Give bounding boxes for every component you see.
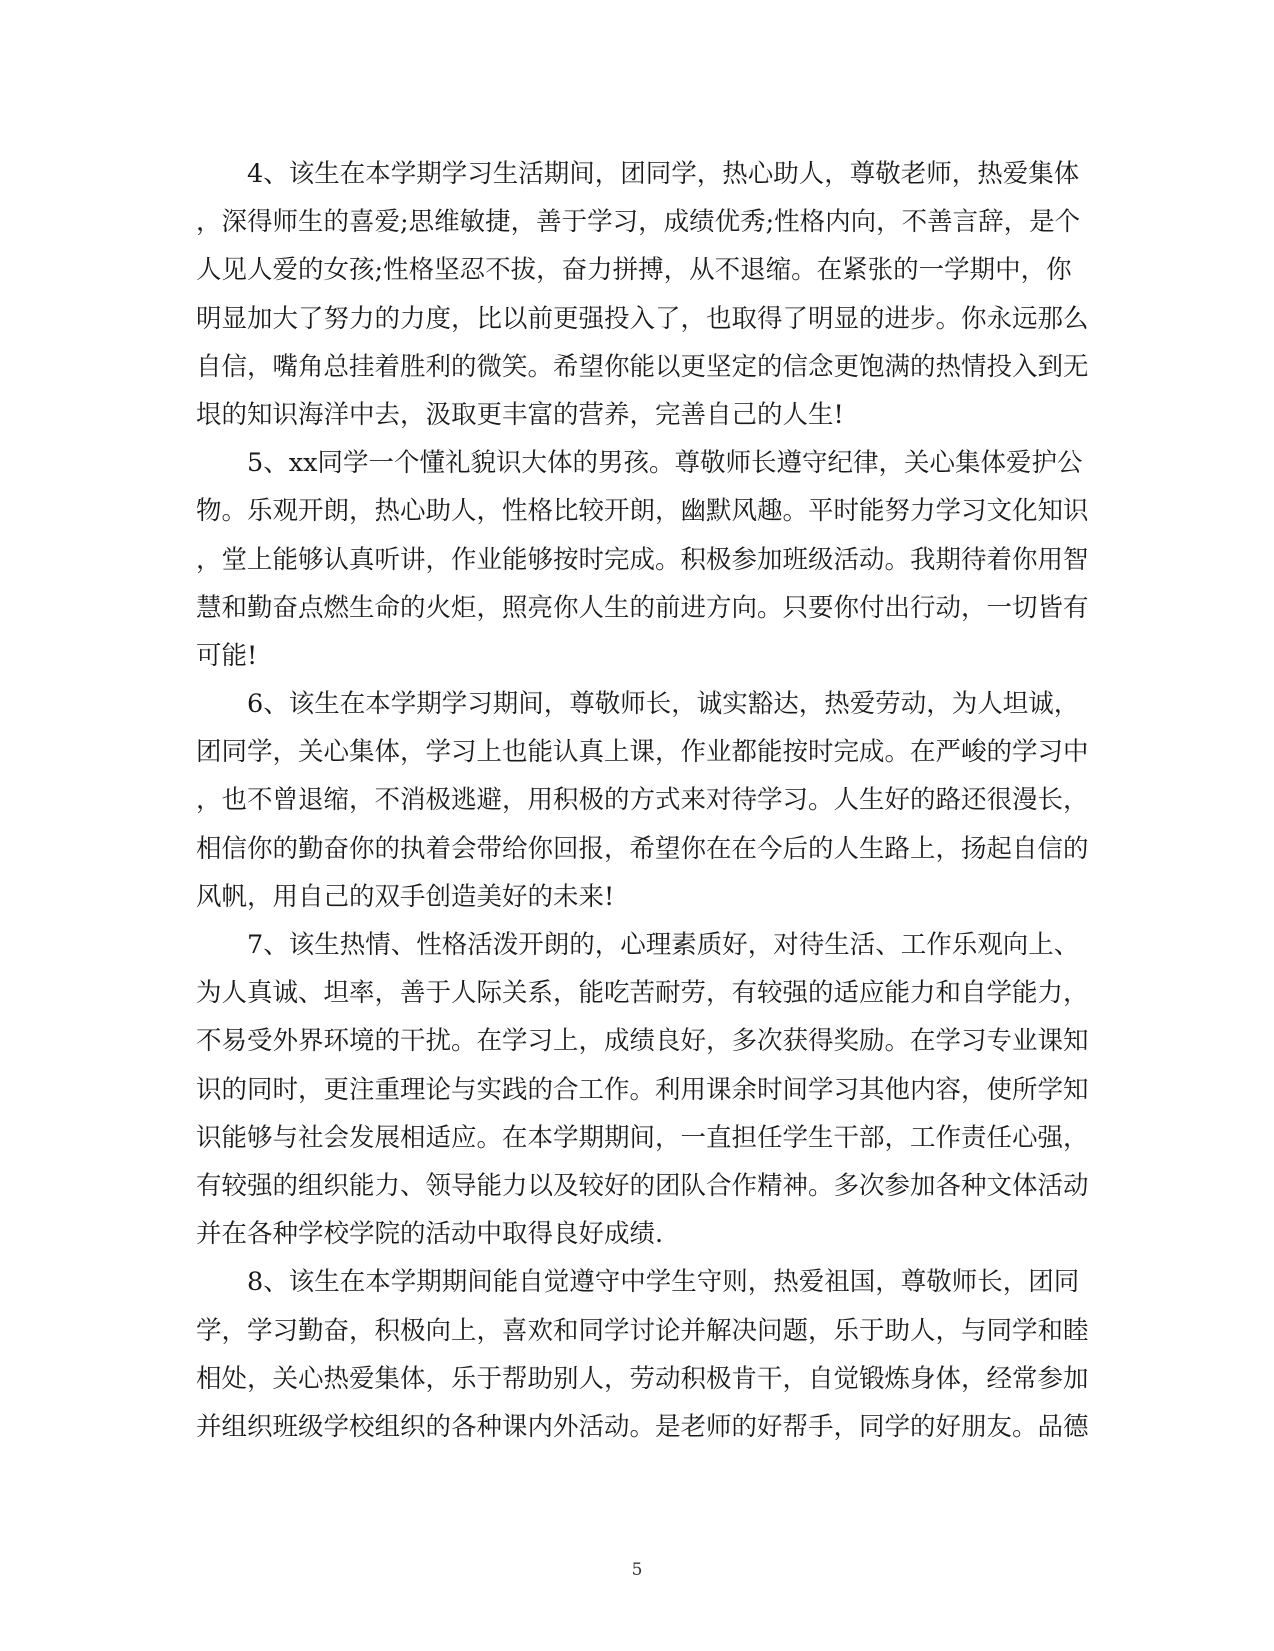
text-line: 自信，嘴角总挂着胜利的微笑。希望你能以更坚定的信念更饱满的热情投入到无 xyxy=(196,351,1089,382)
text-line: 风帆，用自己的双手创造美好的未来! xyxy=(196,881,615,912)
paragraph-4 xyxy=(196,150,1089,439)
text-line: 垠的知识海洋中去，汲取更丰富的营养，完善自己的人生! xyxy=(196,399,844,430)
text-line: 8、该生在本学期期间能自觉遵守中学生守则，热爱祖国，尊敬师长，团同 xyxy=(196,1267,1080,1298)
text-line: 并在各种学校学院的活动中取得良好成绩. xyxy=(196,1219,664,1250)
text-line: 有较强的组织能力、领导能力以及较好的团队合作精神。多次参加各种文体活动 xyxy=(196,1170,1089,1201)
text-line: 识的同时，更注重理论与实践的合工作。利用课余时间学习其他内容，使所学知 xyxy=(196,1074,1089,1105)
paragraph-8 xyxy=(196,1258,1089,1451)
text-line: ，堂上能够认真听讲，作业能够按时完成。积极参加班级活动。我期待着你用智 xyxy=(196,544,1089,575)
text-line: 7、该生热情、性格活泼开朗的，心理素质好，对待生活、工作乐观向上、 xyxy=(196,930,1080,960)
text-line: 慧和勤奋点燃生命的火炬，照亮你人生的前进方向。只要你付出行动，一切皆有 xyxy=(196,592,1089,623)
text-line: 5、xx同学一个懂礼貌识大体的男孩。尊敬师长遵守纪律，关心集体爱护公 xyxy=(196,448,1083,479)
text-line: 学，学习勤奋，积极向上，喜欢和同学讨论并解决问题，乐于助人，与同学和睦 xyxy=(196,1315,1089,1346)
text-line: 识能够与社会发展相适应。在本学期期间，一直担任学生干部，工作责任心强， xyxy=(196,1122,1089,1153)
text-line: 并组织班级学校组织的各种课内外活动。是老师的好帮手，同学的好朋友。品德 xyxy=(196,1411,1089,1442)
body-text xyxy=(196,150,1089,1451)
text-line: 相处，关心热爱集体，乐于帮助别人，劳动积极肯干，自觉锻炼身体，经常参加 xyxy=(196,1363,1089,1394)
text-line: 4、该生在本学期学习生活期间，团同学，热心助人，尊敬老师，热爱集体 xyxy=(196,159,1080,189)
text-line: 团同学，关心集体，学习上也能认真上课，作业都能按时完成。在严峻的学习中 xyxy=(196,737,1089,768)
text-line: ，深得师生的喜爱;思维敏捷，善于学习，成绩优秀;性格内向，不善言辞，是个 xyxy=(196,207,1081,238)
text-line: 物。乐观开朗，热心助人，性格比较开朗，幽默风趣。平时能努力学习文化知识 xyxy=(196,496,1089,527)
text-line: 明显加大了努力的力度，比以前更强投入了，也取得了明显的进步。你永远那么 xyxy=(196,303,1089,334)
text-line: 为人真诚、坦率，善于人际关系，能吃苦耐劳，有较强的适应能力和自学能力， xyxy=(196,978,1089,1009)
text-line: ，也不曾退缩，不消极逃避，用积极的方式来对待学习。人生好的路还很漫长， xyxy=(196,785,1089,816)
paragraph-5 xyxy=(196,439,1089,680)
page-number: 5 xyxy=(631,1560,643,1580)
text-line: 人见人爱的女孩;性格坚忍不拔，奋力拼搏，从不退缩。在紧张的一学期中，你 xyxy=(196,255,1072,286)
text-line: 可能! xyxy=(196,640,258,671)
text-line: 不易受外界环境的干扰。在学习上，成绩良好，多次获得奖励。在学习专业课知 xyxy=(196,1026,1089,1057)
paragraph-7 xyxy=(196,921,1089,1258)
text-line: 6、该生在本学期学习期间，尊敬师长，诚实豁达，热爱劳动，为人坦诚， xyxy=(196,689,1080,720)
text-line: 相信你的勤奋你的执着会带给你回报，希望你在在今后的人生路上，扬起自信的 xyxy=(196,833,1089,864)
paragraph-6 xyxy=(196,680,1089,921)
